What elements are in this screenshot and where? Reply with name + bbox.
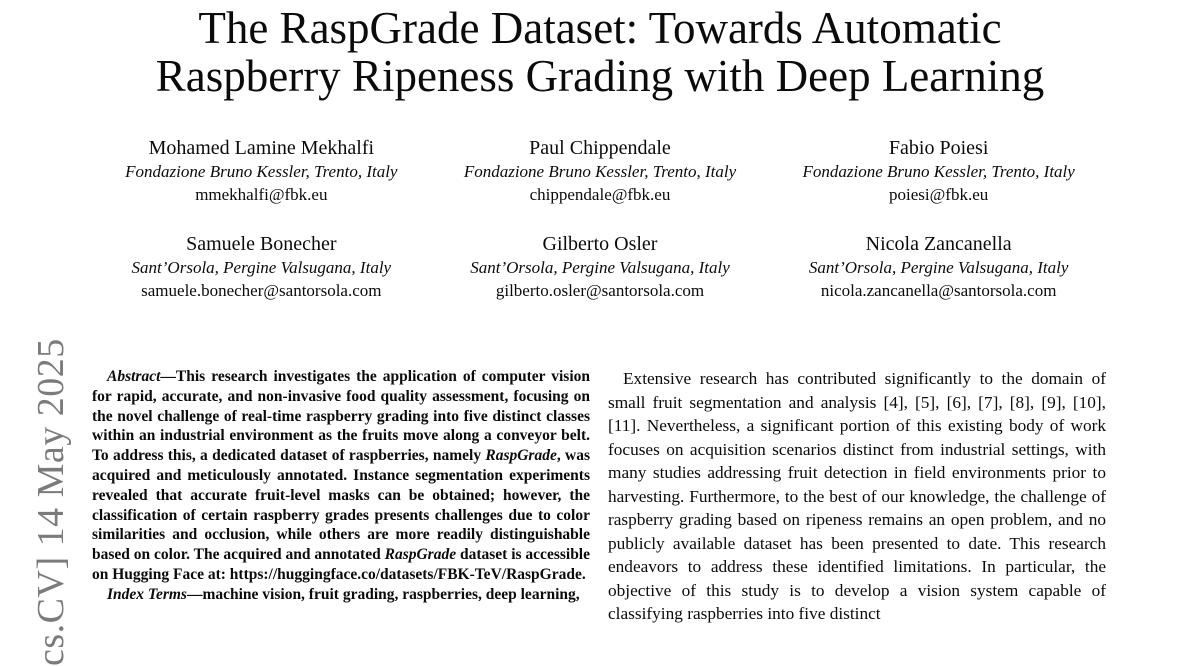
author-affiliation: Fondazione Bruno Kessler, Trento, Italy xyxy=(125,162,398,181)
index-terms-label: Index Terms xyxy=(107,585,187,603)
author-name: Samuele Bonecher xyxy=(186,233,337,255)
author-affiliation: Sant’Orsola, Pergine Valsugana, Italy xyxy=(470,258,730,277)
paper-title-line2: Raspberry Ripeness Grading with Deep Learning xyxy=(155,51,1045,101)
abstract-paragraph xyxy=(92,367,590,585)
dataset-url: https://huggingface.co/datasets/FBK-TeV/RaspGrade. xyxy=(229,565,586,583)
author-name: Gilberto Osler xyxy=(542,233,658,255)
index-terms-paragraph xyxy=(92,585,590,605)
authors-block xyxy=(92,136,1108,302)
author-affiliation: Fondazione Bruno Kessler, Trento, Italy xyxy=(463,162,737,181)
author-email: mmekhalfi@fbk.eu xyxy=(195,185,328,204)
author-affiliation: Sant’Orsola, Pergine Valsugana, Italy xyxy=(131,258,392,277)
author-name: Nicola Zancanella xyxy=(865,233,1012,255)
introduction-paragraph: Extensive research has contributed significantly to the domain of small fruit segmentation and analysis [4], [5], [6], [7], [8], [9], [10], [11]. Nevertheless, a significant portion of this existing body of work focuses on acquisition scenarios distinct from industrial settings, with many studies addressing fruit detection in field environments prior to harvesting. Furthermore, to the best of our knowledge, the challenge of raspberry grading based on ripeness remains an open problem, and no publicly available dataset has been presented to date. This research endeavors to address these identified limitations. In particular, the objective of this study is to develop a vision system capable of classifying raspberries into five distinct xyxy=(608,369,1106,623)
author-chippendale xyxy=(431,136,770,206)
author-name: Paul Chippendale xyxy=(529,137,671,159)
paper-title xyxy=(92,4,1108,100)
author-email: nicola.zancanella@santorsola.com xyxy=(820,281,1057,300)
author-affiliation: Fondazione Bruno Kessler, Trento, Italy xyxy=(802,162,1075,181)
author-name: Mohamed Lamine Mekhalfi xyxy=(148,137,375,159)
author-affiliation: Sant’Orsola, Pergine Valsugana, Italy xyxy=(808,258,1069,277)
arxiv-watermark: cs.CV] 14 May 2025 xyxy=(30,338,72,666)
author-poiesi xyxy=(769,136,1108,206)
right-column xyxy=(608,367,1106,626)
index-terms-text: —machine vision, fruit grading, raspberries, deep learning, xyxy=(186,585,580,603)
dataset-name-emphasis: RaspGrade xyxy=(485,447,557,465)
author-osler xyxy=(431,232,770,302)
abstract-text-3: dataset is accessible on Hugging Face at: xyxy=(92,546,590,583)
author-email: gilberto.osler@santorsola.com xyxy=(495,281,705,300)
left-column xyxy=(92,367,590,626)
author-bonecher xyxy=(92,232,431,302)
dataset-name-emphasis: RaspGrade xyxy=(384,546,457,564)
author-email: poiesi@fbk.eu xyxy=(889,185,989,204)
paper-title-line1: The RaspGrade Dataset: Towards Automatic xyxy=(198,3,1002,53)
author-email: chippendale@fbk.eu xyxy=(529,185,671,204)
abstract-text-2: , was acquired and meticulously annotated. Instance segmentation experiments revealed that accurate fruit-level masks can be obtained; however, the classification of certain raspberry grades presents challenges due to color similarities and occlusion, while others are more readily distinguishable based on color. The acquired and annotated xyxy=(92,447,590,564)
abstract-label: Abstract xyxy=(107,368,161,385)
author-mekhalfi xyxy=(92,136,431,206)
author-zancanella xyxy=(769,232,1108,302)
paper-page xyxy=(0,4,1200,626)
two-column-body xyxy=(92,367,1108,626)
author-name: Fabio Poiesi xyxy=(888,137,989,159)
abstract-text-1: —This research investigates the application of computer vision for rapid, accurate, and non-invasive food quality assessment, focusing on the novel challenge of real-time raspberry grading into five distinct classes within an industrial environment as the fruits move along a conveyor belt. To address this, a dedicated dataset of raspberries, namely xyxy=(92,368,590,465)
author-email: samuele.bonecher@santorsola.com xyxy=(141,281,382,300)
